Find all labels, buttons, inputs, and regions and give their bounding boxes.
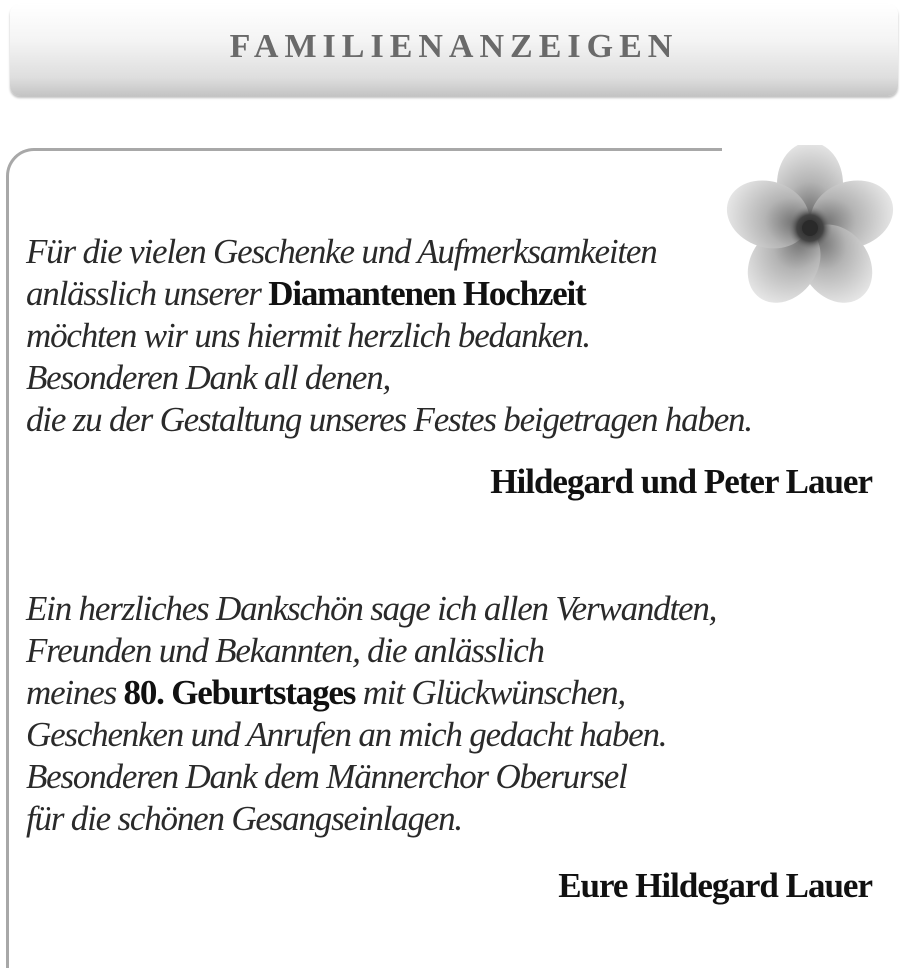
notice-1-text — [26, 231, 752, 441]
notice-2-line-1: Ein herzliches Dankschön sage ich allen Verwandten, — [26, 589, 717, 628]
notice-1-line-1: Für die vielen Geschenke und Aufmerksamkeiten — [26, 232, 657, 271]
notice-1-line-5: die zu der Gestaltung unseres Festes beigetragen haben. — [26, 400, 752, 439]
notice-2-signature: Eure Hildegard Lauer — [558, 866, 872, 905]
section-title: FAMILIENANZEIGEN — [229, 28, 679, 65]
notice-2-text — [26, 588, 716, 840]
notice-1-line-4: Besonderen Dank all denen, — [26, 358, 391, 397]
section-header — [10, 4, 898, 96]
notice-1-line-2-text: anlässlich unserer — [26, 274, 269, 313]
notice-2-line-6: für die schönen Gesangseinlagen. — [26, 799, 462, 838]
notice-2-line-3-post: mit Glückwünschen, — [355, 673, 625, 712]
notice-1-occasion: Diamantenen Hochzeit — [268, 274, 586, 313]
notice-2-line-2: Freunden und Bekannten, die anlässlich — [26, 631, 544, 670]
notice-2-line-3 — [26, 672, 716, 714]
notice-2-line-3-pre: meines — [26, 673, 124, 712]
notice-1-line-3: möchten wir uns hiermit herzlich bedanken. — [26, 316, 590, 355]
notice-2-line-4: Geschenken und Anrufen an mich gedacht haben. — [26, 715, 667, 754]
notice-1-signature: Hildegard und Peter Lauer — [490, 462, 872, 501]
notice-2-line-5: Besonderen Dank dem Männerchor Oberursel — [26, 757, 627, 796]
notice-1-line-2 — [26, 273, 752, 315]
notice-2-occasion: 80. Geburtstages — [123, 673, 356, 712]
